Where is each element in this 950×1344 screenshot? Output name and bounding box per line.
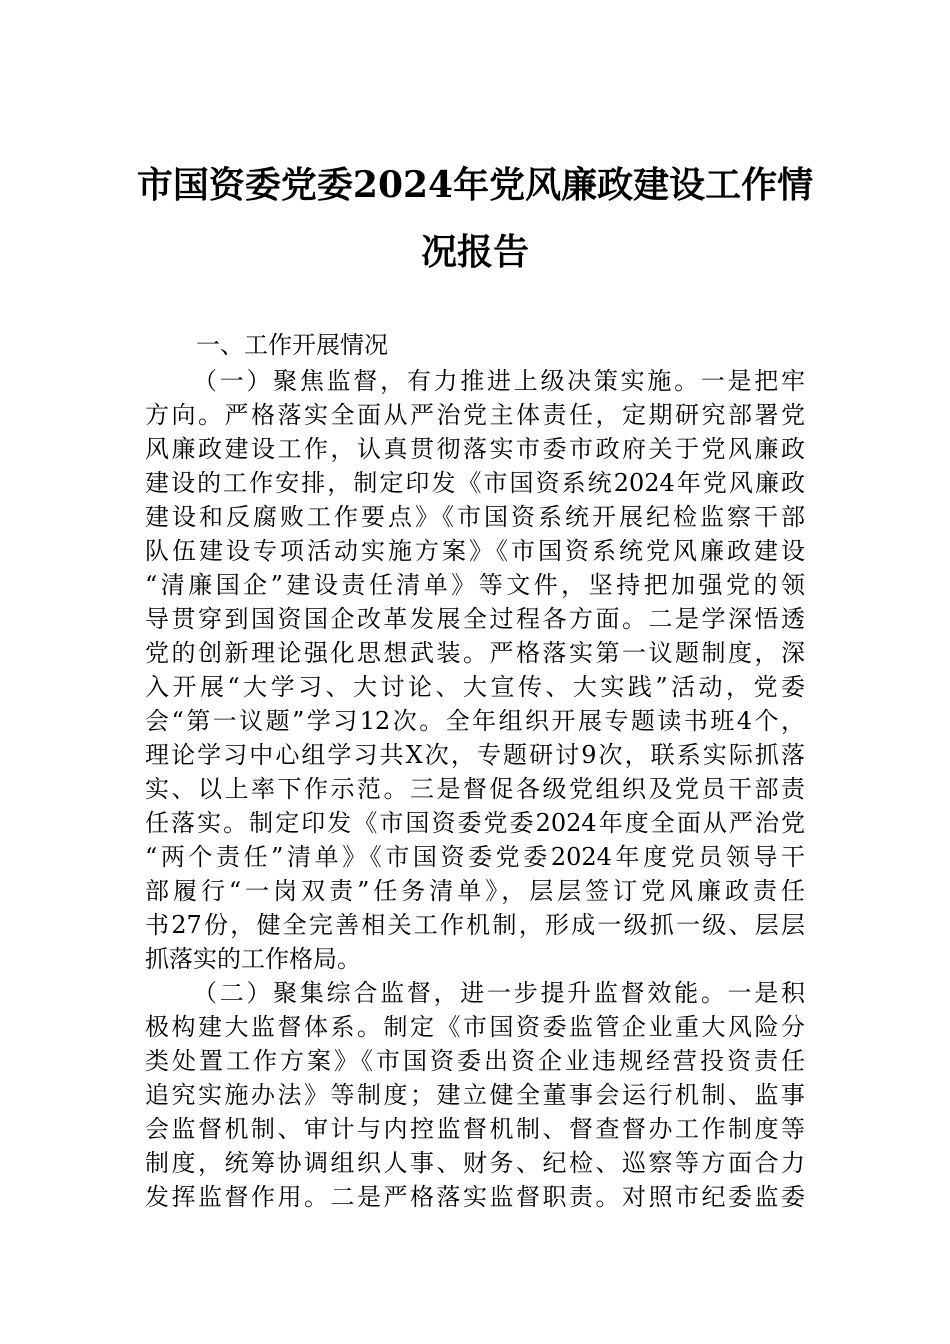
paragraph-line: “清廉国企”建设责任清单》等文件，坚持把加强党的领 (145, 571, 805, 599)
paragraph-line: 导贯穿到国资国企改革发展全过程各方面。二是学深悟透 (145, 605, 805, 633)
paragraph-line: 建设的工作安排，制定印发《市国资系统2024年党风廉政 (145, 469, 805, 497)
document-title-line-2: 况报告 (420, 231, 529, 273)
paragraph-line: 追究实施办法》等制度；建立健全董事会运行机制、监事 (145, 1081, 805, 1109)
paragraph-line: 任落实。制定印发《市国资委党委2024年度全面从严治党 (145, 809, 805, 837)
paragraph-line: 类处置工作方案》《市国资委出资企业违规经营投资责任 (145, 1047, 805, 1075)
paragraph-line: 实、以上率下作示范。三是督促各级党组织及党员干部责 (145, 775, 805, 803)
paragraph-line: 方向。严格落实全面从严治党主体责任，定期研究部署党 (145, 401, 805, 429)
paragraph-line: 抓落实的工作格局。 (145, 945, 361, 973)
paragraph-line: “两个责任”清单》《市国资委党委2024年度党员领导干 (145, 843, 805, 871)
paragraph-line: 党的创新理论强化思想武装。严格落实第一议题制度，深 (145, 639, 805, 667)
paragraph-line: 部履行“一岗双责”任务清单》，层层签订党风廉政责任 (145, 877, 805, 905)
paragraph-line: 建设和反腐败工作要点》《市国资系统开展纪检监察干部 (145, 503, 805, 531)
paragraph-line: 队伍建设专项活动实施方案》《市国资系统党风廉政建设 (145, 537, 805, 565)
paragraph-line: 会监督机制、审计与内控监督机制、督查督办工作制度等 (145, 1115, 805, 1143)
paragraph-line: 入开展“大学习、大讨论、大宣传、大实践”活动，党委 (145, 673, 805, 701)
paragraph-line: 书27份，健全完善相关工作机制，形成一级抓一级、层层 (145, 911, 805, 939)
paragraph-line: 制度，统筹协调组织人事、财务、纪检、巡察等方面合力 (145, 1149, 805, 1177)
paragraph-line: 理论学习中心组学习共X次，专题研讨9次，联系实际抓落 (145, 741, 805, 769)
paragraph-line: （二）聚集综合监督，进一步提升监督效能。一是积 (193, 979, 805, 1007)
paragraph-line: 会“第一议题”学习12次。全年组织开展专题读书班4个， (145, 707, 805, 735)
paragraph-line: （一）聚焦监督，有力推进上级决策实施。一是把牢 (193, 367, 805, 395)
document-title-line-1: 市国资委党委2024年党风廉政建设工作情 (136, 164, 814, 206)
paragraph-line: 极构建大监督体系。制定《市国资委监管企业重大风险分 (145, 1013, 805, 1041)
paragraph-line: 风廉政建设工作，认真贯彻落实市委市政府关于党风廉政 (145, 435, 805, 463)
paragraph-line: 发挥监督作用。二是严格落实监督职责。对照市纪委监委 (145, 1183, 805, 1211)
section-heading: 一、工作开展情况 (196, 331, 388, 359)
